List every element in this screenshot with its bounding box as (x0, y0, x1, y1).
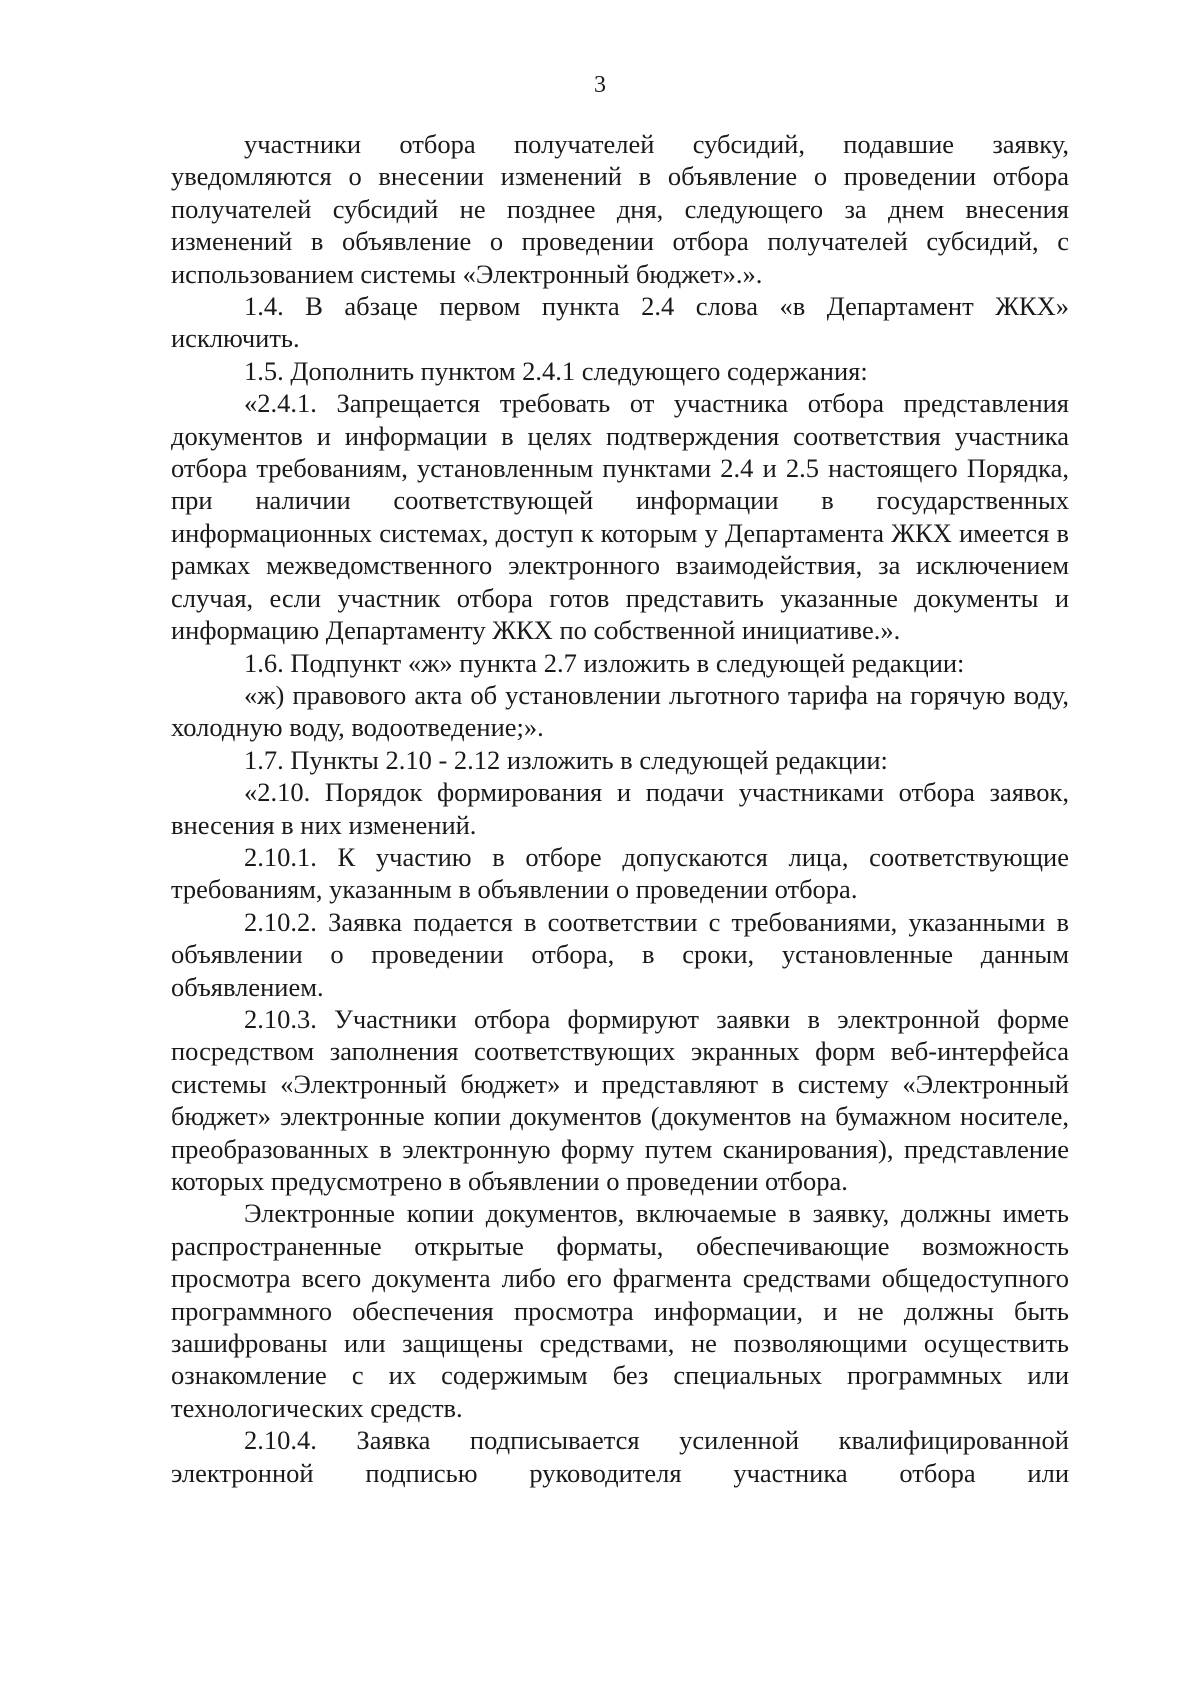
paragraph: 1.7. Пункты 2.10 - 2.12 изложить в следующей редакции: (244, 744, 888, 775)
paragraph: участники отбора получателей субсидий, подавшие заявку, уведомляются о внесении изменений в объявление о проведении отбора получателей субсидий не позднее дня, следующего за днем внесения изменений в объявление о проведении отбора получателей субсидий, с использованием системы «Электронный бюджет».». (171, 129, 1069, 289)
paragraph: 1.4. В абзаце первом пункта 2.4 слова «в Департамент ЖКХ» исключить. (171, 291, 1069, 354)
paragraph: «2.4.1. Запрещается требовать от участника отбора представления документов и информации в целях подтверждения соответствия участника отбора требованиям, установленным пунктами 2.4 и 2.5 настоящего Порядка, при наличии соответствующей информации в государственных информационных системах, доступ к которым у Департамента ЖКХ имеется в рамках межведомственного электронного взаимодействия, за исключением случая, если участник отбора готов представить указанные документы и информацию Департаменту ЖКХ по собственной инициативе.». (171, 388, 1069, 646)
paragraph: Электронные копии документов, включаемые в заявку, должны иметь распространенные открытые форматы, обеспечивающие возможность просмотра всего документа либо его фрагмента средствами общедоступного программного обеспечения просмотра информации, и не должны быть зашифрованы или защищены средствами, не позволяющими осуществить ознакомление с их содержимым без специальных программных или технологических средств. (171, 1198, 1069, 1423)
paragraph: 2.10.4. Заявка подписывается усиленной квалифицированной электронной подписью руководителя участника отбора или (171, 1425, 1069, 1488)
paragraph: «2.10. Порядок формирования и подачи участниками отбора заявок, внесения в них изменений. (171, 777, 1069, 840)
paragraph: 1.5. Дополнить пунктом 2.4.1 следующего содержания: (244, 355, 868, 386)
paragraph: 1.6. Подпункт «ж» пункта 2.7 изложить в следующей редакции: (244, 647, 965, 678)
paragraph: 2.10.2. Заявка подается в соответствии с требованиями, указанными в объявлении о проведении отбора, в сроки, установленные данным объявлением. (171, 906, 1069, 1002)
document-body (171, 128, 1069, 1489)
paragraph: «ж) правового акта об установлении льготного тарифа на горячую воду, холодную воду, водоотведение;». (171, 679, 1069, 743)
paragraph: 2.10.1. К участию в отборе допускаются лица, соответствующие требованиям, указанным в объявлении о проведении отбора. (171, 841, 1069, 905)
paragraph: 2.10.3. Участники отбора формируют заявки в электронной форме посредством заполнения соответствующих экранных форм веб-интерфейса системы «Электронный бюджет» и представляют в систему «Электронный бюджет» электронные копии документов (документов на бумажном носителе, преобразованных в электронную форму путем сканирования), представление которых предусмотрено в объявлении о проведении отбора. (171, 1003, 1069, 1196)
page-number: 3 (594, 72, 606, 98)
